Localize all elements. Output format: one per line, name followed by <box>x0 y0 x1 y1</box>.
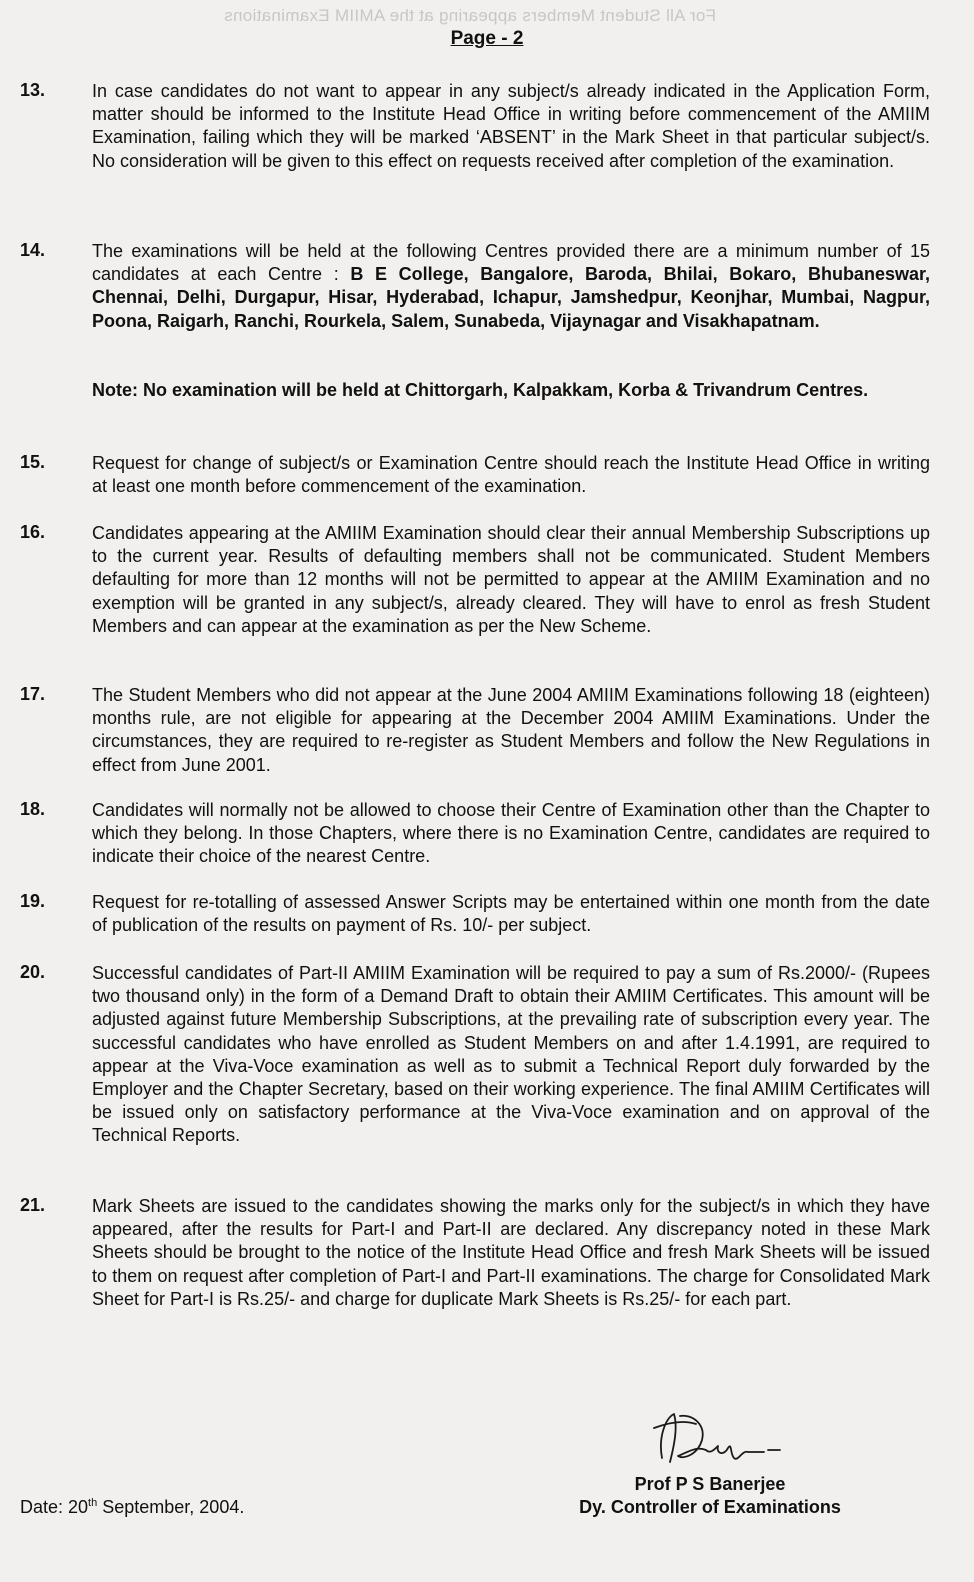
centre-list: B E College, Bangalore, Baroda, Bhilai, Bokaro, Bhubaneswar, Chennai, Delhi, Durgapur, Hisar, Hyderabad, Ichapur, Jamshedpur, Keonjhar, Mumbai, Nagpur, Poona, Raigarh, Ranchi, Rourkela, Salem, Sunabeda, Vijaynagar and Visakhapatnam. <box>92 264 930 331</box>
date-prefix: Date: 20 <box>20 1497 89 1517</box>
clause-number: 20. <box>20 962 46 982</box>
bleed-through-text: For All Student Members appearing at the AMIIM Examinations <box>223 6 717 25</box>
clause-number: 18. <box>20 799 46 819</box>
signer-name: Prof P S Banerjee <box>634 1474 786 1494</box>
clause-number: 16. <box>20 522 46 542</box>
centre-note: Note: No examination will be held at Chittorgarh, Kalpakkam, Korba & Trivandrum Centres. <box>92 380 869 400</box>
page-number-heading: Page - 2 <box>450 28 524 49</box>
clause-text: Successful candidates of Part-II AMIIM Examination will be required to pay a sum of Rs.2000/- (Rupees two thousand only) in the form of a Demand Draft to obtain their AMIIM Certificates. This amount will be adjusted against future Membership Subscriptions, at the prevailing rate of subscription every year. The successful candidates who have enrolled as Student Members on and after 1.4.1991, are required to appear at the Viva-Voce examination as well as to submit a Technical Report duly forwarded by the Employer and the Chapter Secretary, based on their working experience. The final AMIIM Certificates will be issued only on satisfactory performance at the Viva-Voce examination and on approval of the Technical Reports. <box>92 963 930 1146</box>
clause-number: 15. <box>20 452 46 472</box>
signer-title: Dy. Controller of Examinations <box>579 1497 841 1517</box>
signature-image <box>644 1406 794 1476</box>
clause-text: The Student Members who did not appear at the June 2004 AMIIM Examinations following 18 (eighteen) months rule, are not eligible for appearing at the December 2004 AMIIM Examinations. Under the circumstances, they are required to re-register as Student Members and follow the New Regulations in effect from June 2001. <box>92 685 930 775</box>
clause-number: 17. <box>20 684 46 704</box>
clause-number: 14. <box>20 240 46 260</box>
date-ordinal: th <box>88 1497 98 1509</box>
clause-intro: The examinations will be held at the following Centres provided there are a minimum number of 15 candidates at each Centre : <box>92 241 930 285</box>
clause-number: 19. <box>20 891 46 911</box>
date-suffix: September, 2004. <box>97 1497 245 1517</box>
clause-text: Candidates will normally not be allowed to choose their Centre of Examination other than the Chapter to which they belong. In those Chapters, where there is no Examination Centre, candidates are required to indicate their choice of the nearest Centre. <box>92 800 930 867</box>
clause-text: Request for re-totalling of assessed Answer Scripts may be entertained within one month from the date of publication of the results on payment of Rs. 10/- per subject. <box>92 892 930 936</box>
clause-text: Mark Sheets are issued to the candidates showing the marks only for the subject/s in which they have appeared, after the results for Part-I and Part-II are declared. Any discrepancy noted in these Mark Sheets should be brought to the notice of the Institute Head Office and fresh Mark Sheets will be issued to them on request after completion of Part-I and Part-II examinations. The charge for Consolidated Mark Sheet for Part-I is Rs.25/- and charge for duplicate Mark Sheets is Rs.25/- for each part. <box>92 1196 930 1309</box>
clause-text <box>92 240 930 333</box>
clause-number: 21. <box>20 1195 46 1215</box>
clause-text: Request for change of subject/s or Examination Centre should reach the Institute Head Office in writing at least one month before commencement of the examination. <box>92 453 930 497</box>
clause-text: Candidates appearing at the AMIIM Examination should clear their annual Membership Subscriptions up to the current year. Results of defaulting members shall not be communicated. Student Members defaulting for more than 12 months will not be permitted to appear at the AMIIM Examination and no exemption will be granted in any subject/s, already cleared. They will have to enrol as fresh Student Members and can appear at the examination as per the New Scheme. <box>92 523 930 636</box>
clause-text: In case candidates do not want to appear in any subject/s already indicated in the Application Form, matter should be informed to the Institute Head Office in writing before commencement of the AMIIM Examination, failing which they will be marked ‘ABSENT’ in the Mark Sheet in that particular subject/s. No consideration will be given to this effect on requests received after completion of the examination. <box>92 81 930 171</box>
clause-number: 13. <box>20 80 46 100</box>
issue-date <box>20 1497 244 1518</box>
